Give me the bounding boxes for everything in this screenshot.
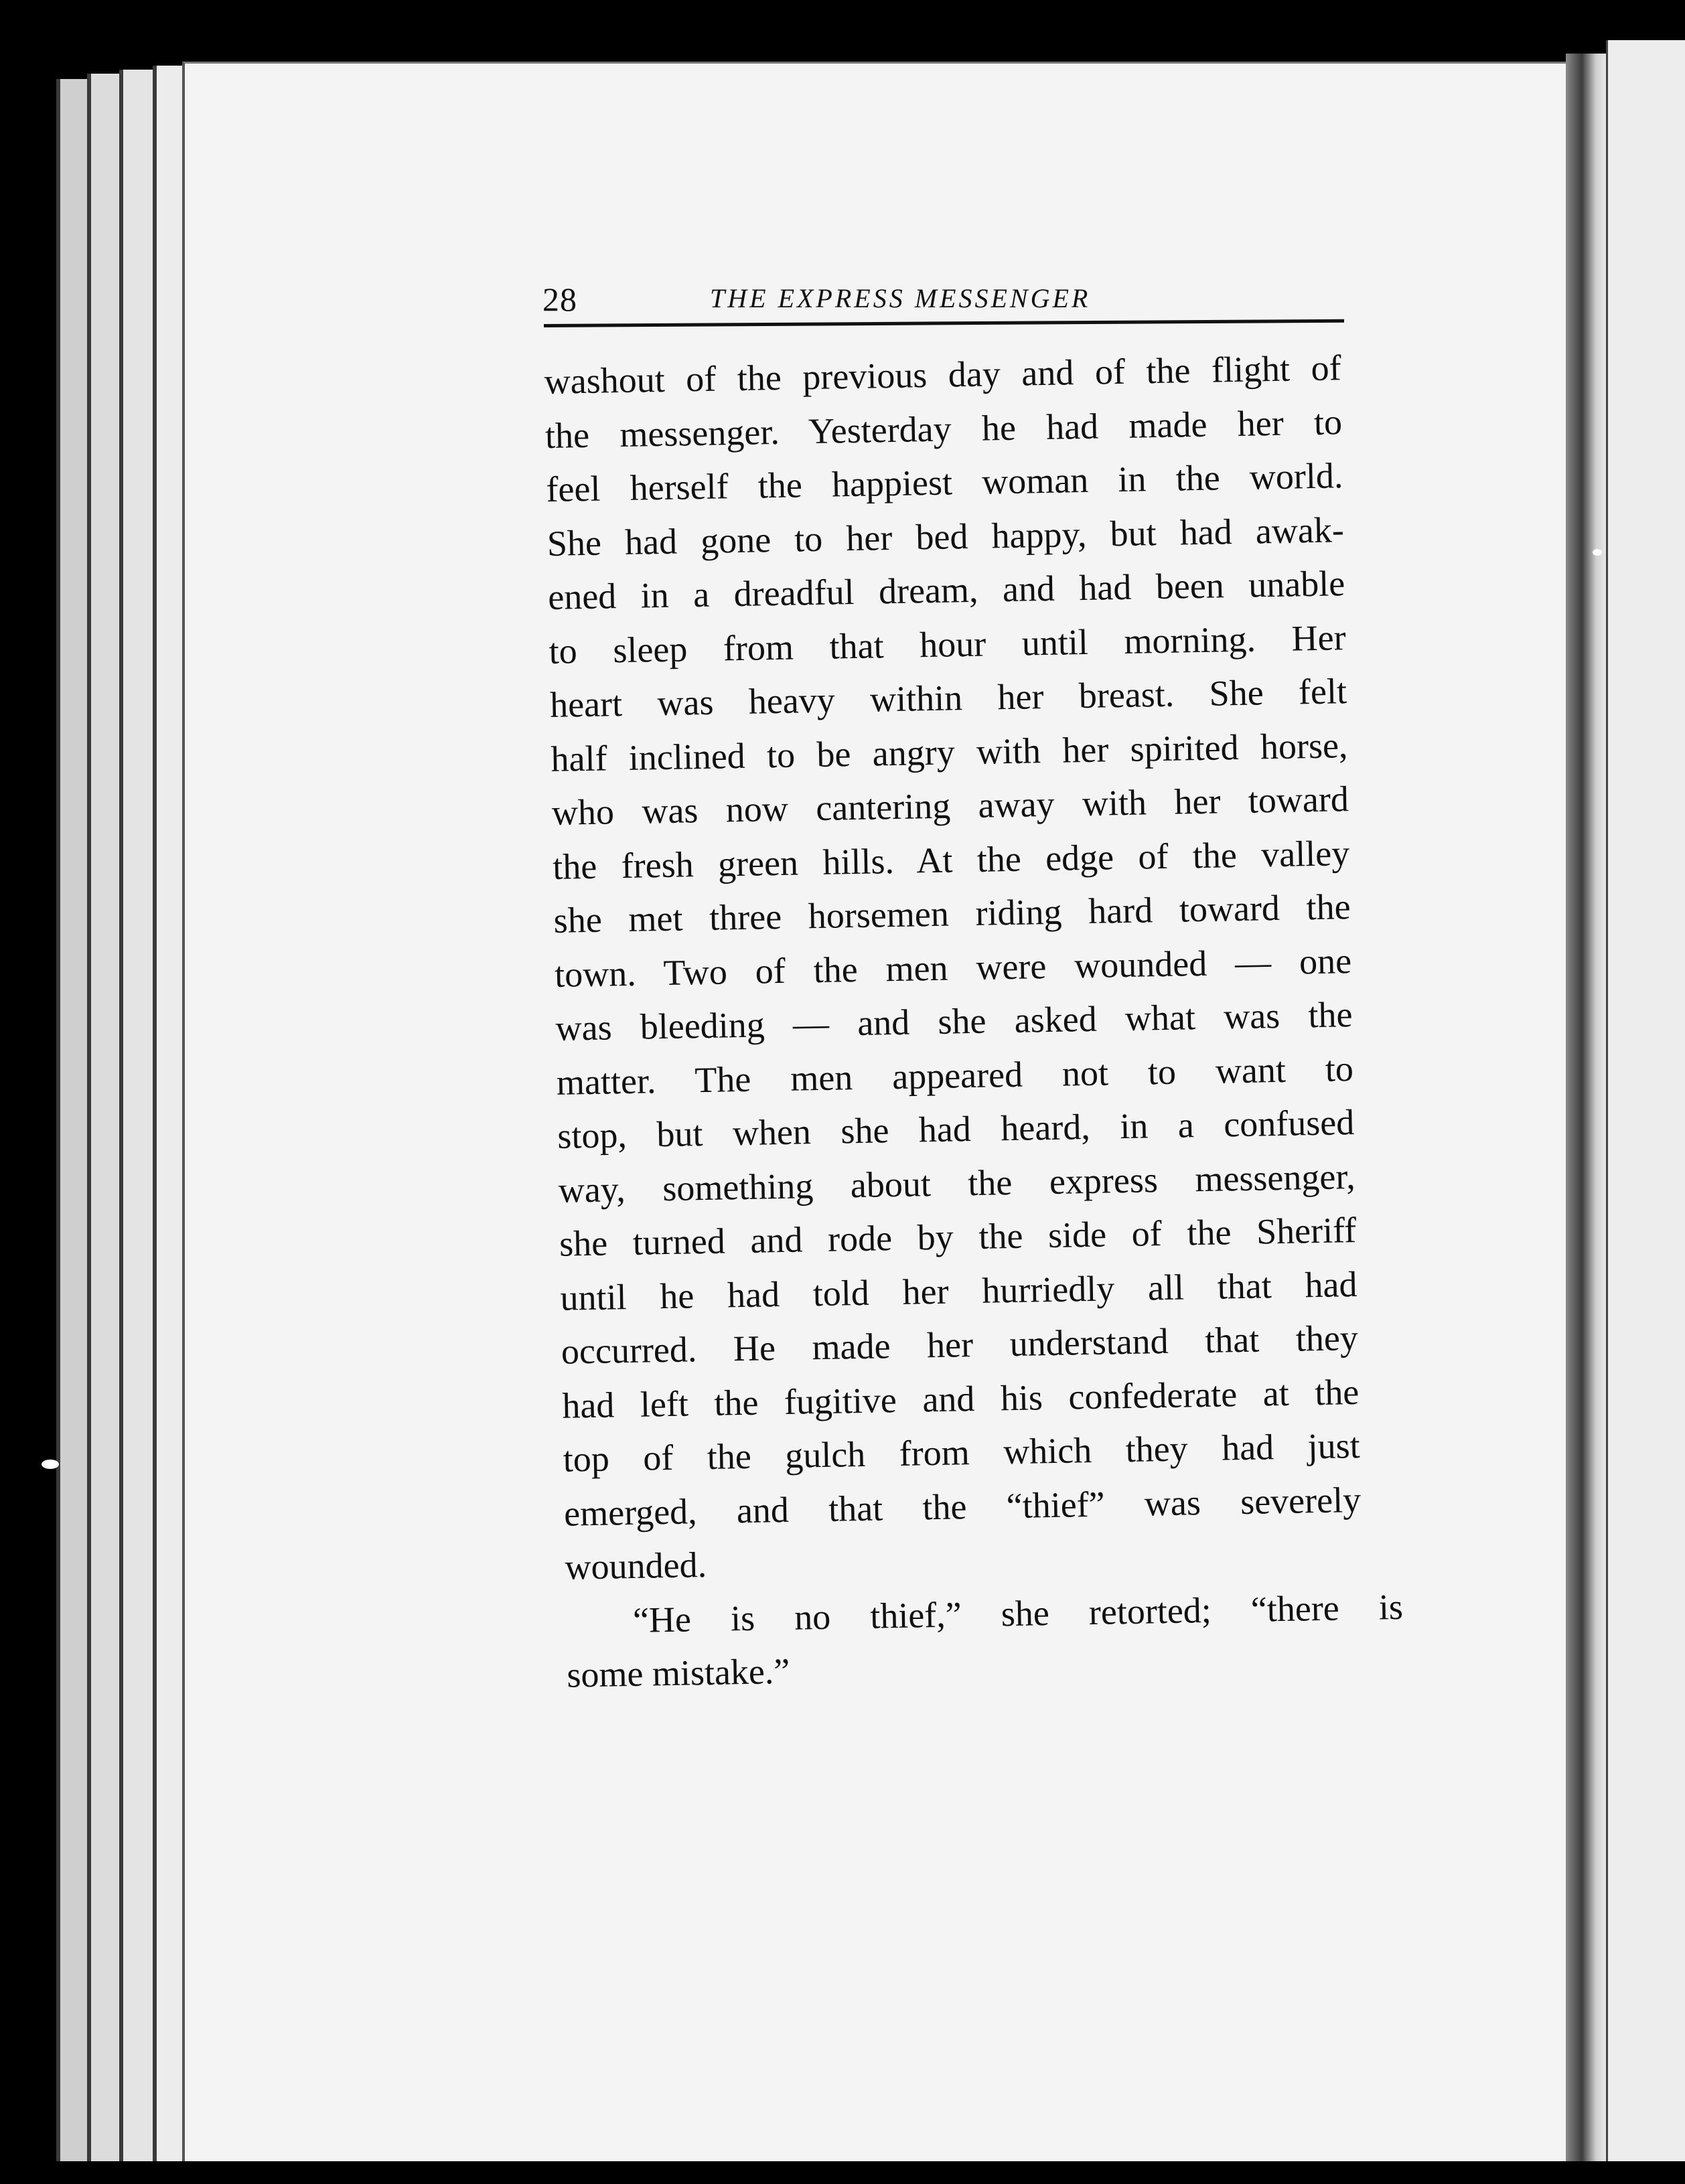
text-line: who was now cantering away with her toward	[551, 779, 1349, 833]
book-gutter	[1566, 54, 1606, 2183]
paper-speck	[42, 1460, 59, 1469]
paragraph-start-line: “He is no thief,” she retorted; “there is	[632, 1586, 1404, 1640]
text-line: heart was heavy within her breast. She felt	[549, 671, 1347, 725]
text-line: occurred. He made her understand that they	[561, 1318, 1359, 1372]
text-line: until he had told her hurriedly all that had	[560, 1263, 1358, 1318]
text-line: top of the gulch from which they had just	[563, 1425, 1361, 1480]
text-line: she turned and rode by the side of the Sheriff	[559, 1210, 1357, 1264]
text-line: feel herself the happiest woman in the world.	[545, 455, 1343, 510]
facing-page-edge	[1606, 40, 1685, 2184]
page-number: 28	[542, 281, 577, 318]
text-line: was bleeding — and she asked what was the	[555, 994, 1353, 1048]
text-line: had left the fugitive and his confederate at the	[561, 1371, 1360, 1426]
text-line: the messenger. Yesterday he had made her to	[544, 401, 1343, 456]
text-line: half inclined to be angry with her spirited horse,	[551, 724, 1348, 779]
text-line: stop, but when she had heard, in a confused	[557, 1102, 1355, 1156]
text-line: matter. The men appeared not to want to	[556, 1048, 1354, 1103]
text-line: the fresh green hills. At the edge of the valley	[552, 832, 1350, 887]
text-line: emerged, and that the “thief” was severely	[563, 1479, 1362, 1534]
text-line: way, something about the express messenger,	[558, 1156, 1356, 1211]
text-line: she met three horsemen riding hard toward the	[553, 886, 1351, 941]
running-title: THE EXPRESS MESSENGER	[710, 283, 1091, 313]
paper-speck	[1593, 549, 1602, 556]
text-line: town. Two of the men were wounded — one	[554, 940, 1352, 995]
body-text	[544, 340, 1404, 1702]
text-line: washout of the previous day and of the flight of	[544, 347, 1342, 402]
running-head	[542, 273, 1346, 327]
text-line: ened in a dreadful dream, and had been unable	[547, 563, 1345, 617]
scan-border	[0, 2161, 1685, 2184]
text-line: to sleep from that hour until morning. Her	[548, 617, 1347, 672]
text-line: She had gone to her bed happy, but had awak-	[546, 509, 1345, 564]
paragraph-end-line: wounded.	[565, 1545, 707, 1587]
paragraph-end-line: some mistake.”	[566, 1650, 790, 1695]
